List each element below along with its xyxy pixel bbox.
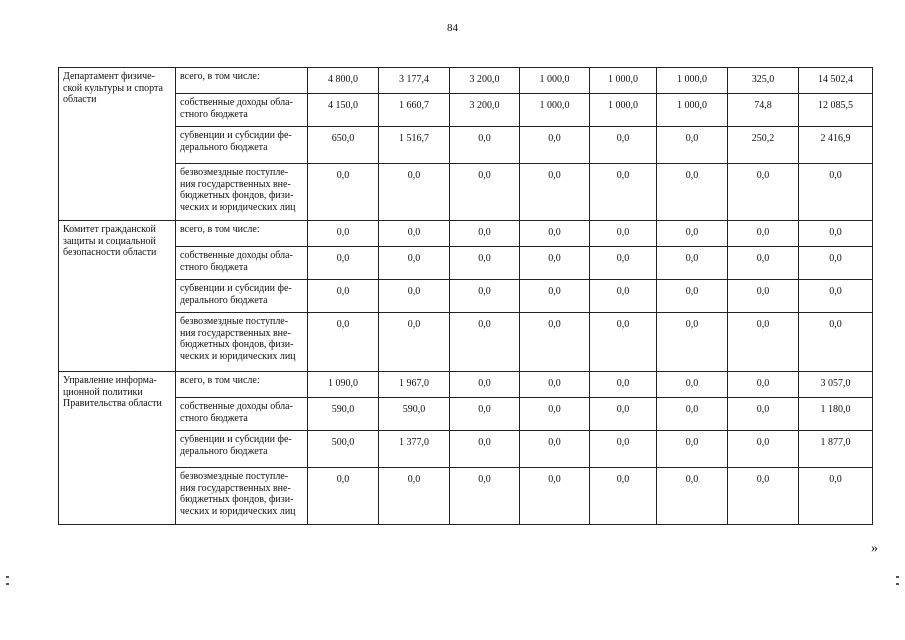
value-cell: 0,0 <box>520 372 590 398</box>
line-label: всего, в том числе: <box>176 68 308 94</box>
value-cell: 0,0 <box>590 372 657 398</box>
value-cell: 0,0 <box>308 313 379 372</box>
value-cell: 325,0 <box>728 68 799 94</box>
value-cell: 0,0 <box>379 313 450 372</box>
line-label: субвенции и субсидии фе-дерального бюджета <box>176 431 308 468</box>
value-cell: 0,0 <box>450 280 520 313</box>
value-cell: 0,0 <box>450 468 520 525</box>
value-cell: 0,0 <box>799 280 873 313</box>
value-cell: 0,0 <box>728 372 799 398</box>
value-cell: 0,0 <box>657 398 728 431</box>
value-cell: 0,0 <box>728 468 799 525</box>
organization-name: Департамент физиче-ской культуры и спорта области <box>59 68 176 221</box>
line-label: субвенции и субсидии фе-дерального бюджета <box>176 127 308 164</box>
value-cell: 0,0 <box>379 468 450 525</box>
table-row <box>59 431 873 468</box>
value-cell: 0,0 <box>520 468 590 525</box>
value-cell: 0,0 <box>308 164 379 221</box>
value-cell: 1 000,0 <box>520 68 590 94</box>
line-label: безвозмездные поступле-ния государственных вне-бюджетных фондов, физи-ческих и юридических лиц <box>176 313 308 372</box>
page-number: 84 <box>447 22 458 34</box>
value-cell: 0,0 <box>520 127 590 164</box>
value-cell: 0,0 <box>657 280 728 313</box>
value-cell: 3 177,4 <box>379 68 450 94</box>
line-label: всего, в том числе: <box>176 372 308 398</box>
value-cell: 0,0 <box>799 468 873 525</box>
table-row <box>59 247 873 280</box>
value-cell: 0,0 <box>728 247 799 280</box>
margin-mark <box>896 583 899 585</box>
value-cell: 1 516,7 <box>379 127 450 164</box>
table-row <box>59 468 873 525</box>
value-cell: 0,0 <box>728 431 799 468</box>
value-cell: 0,0 <box>520 398 590 431</box>
value-cell: 0,0 <box>450 398 520 431</box>
value-cell: 0,0 <box>657 221 728 247</box>
value-cell: 0,0 <box>520 280 590 313</box>
margin-mark <box>896 576 899 578</box>
value-cell: 650,0 <box>308 127 379 164</box>
table-row <box>59 164 873 221</box>
line-label: собственные доходы обла-стного бюджета <box>176 398 308 431</box>
value-cell: 1 000,0 <box>590 94 657 127</box>
value-cell: 0,0 <box>657 372 728 398</box>
value-cell: 0,0 <box>520 164 590 221</box>
line-label: субвенции и субсидии фе-дерального бюджета <box>176 280 308 313</box>
value-cell: 0,0 <box>308 280 379 313</box>
value-cell: 0,0 <box>450 313 520 372</box>
value-cell: 1 377,0 <box>379 431 450 468</box>
value-cell: 590,0 <box>308 398 379 431</box>
value-cell: 0,0 <box>450 164 520 221</box>
table-row <box>59 94 873 127</box>
table-row <box>59 221 873 247</box>
value-cell: 0,0 <box>590 431 657 468</box>
budget-table <box>58 67 873 525</box>
value-cell: 0,0 <box>657 313 728 372</box>
value-cell: 250,2 <box>728 127 799 164</box>
value-cell: 1 967,0 <box>379 372 450 398</box>
value-cell: 0,0 <box>657 247 728 280</box>
value-cell: 0,0 <box>590 127 657 164</box>
table-row <box>59 313 873 372</box>
value-cell: 4 150,0 <box>308 94 379 127</box>
value-cell: 0,0 <box>657 431 728 468</box>
line-label: безвозмездные поступле-ния государственных вне-бюджетных фондов, физи-ческих и юридических лиц <box>176 164 308 221</box>
value-cell: 0,0 <box>450 221 520 247</box>
table-row <box>59 68 873 94</box>
value-cell: 0,0 <box>799 164 873 221</box>
value-cell: 0,0 <box>379 280 450 313</box>
value-cell: 0,0 <box>379 221 450 247</box>
value-cell: 0,0 <box>657 164 728 221</box>
line-label: собственные доходы обла-стного бюджета <box>176 94 308 127</box>
value-cell: 0,0 <box>590 247 657 280</box>
value-cell: 3 200,0 <box>450 68 520 94</box>
value-cell: 0,0 <box>379 164 450 221</box>
value-cell: 0,0 <box>590 221 657 247</box>
table-row <box>59 398 873 431</box>
value-cell: 1 000,0 <box>657 68 728 94</box>
value-cell: 0,0 <box>520 247 590 280</box>
value-cell: 0,0 <box>590 313 657 372</box>
value-cell: 1 090,0 <box>308 372 379 398</box>
value-cell: 0,0 <box>520 431 590 468</box>
table-row <box>59 280 873 313</box>
value-cell: 3 200,0 <box>450 94 520 127</box>
value-cell: 0,0 <box>379 247 450 280</box>
value-cell: 0,0 <box>450 431 520 468</box>
margin-mark <box>6 576 9 578</box>
value-cell: 12 085,5 <box>799 94 873 127</box>
value-cell: 590,0 <box>379 398 450 431</box>
line-label: всего, в том числе: <box>176 221 308 247</box>
line-label: безвозмездные поступле-ния государственных вне-бюджетных фондов, физи-ческих и юридических лиц <box>176 468 308 525</box>
value-cell: 0,0 <box>450 372 520 398</box>
value-cell: 0,0 <box>308 221 379 247</box>
value-cell: 500,0 <box>308 431 379 468</box>
value-cell: 0,0 <box>520 313 590 372</box>
value-cell: 0,0 <box>728 313 799 372</box>
value-cell: 0,0 <box>590 468 657 525</box>
value-cell: 3 057,0 <box>799 372 873 398</box>
value-cell: 0,0 <box>728 221 799 247</box>
table-row <box>59 372 873 398</box>
value-cell: 1 877,0 <box>799 431 873 468</box>
value-cell: 2 416,9 <box>799 127 873 164</box>
value-cell: 0,0 <box>308 468 379 525</box>
value-cell: 0,0 <box>799 313 873 372</box>
value-cell: 0,0 <box>450 247 520 280</box>
table-row <box>59 127 873 164</box>
value-cell: 0,0 <box>728 280 799 313</box>
value-cell: 14 502,4 <box>799 68 873 94</box>
value-cell: 0,0 <box>450 127 520 164</box>
value-cell: 0,0 <box>728 164 799 221</box>
value-cell: 74,8 <box>728 94 799 127</box>
value-cell: 0,0 <box>657 468 728 525</box>
value-cell: 0,0 <box>799 221 873 247</box>
value-cell: 0,0 <box>590 398 657 431</box>
value-cell: 4 800,0 <box>308 68 379 94</box>
value-cell: 0,0 <box>590 164 657 221</box>
line-label: собственные доходы обла-стного бюджета <box>176 247 308 280</box>
value-cell: 0,0 <box>728 398 799 431</box>
value-cell: 0,0 <box>799 247 873 280</box>
organization-name: Комитет гражданской защиты и социальной безопасности области <box>59 221 176 372</box>
value-cell: 0,0 <box>590 280 657 313</box>
margin-mark <box>6 583 9 585</box>
continuation-mark: » <box>871 541 878 556</box>
value-cell: 1 000,0 <box>590 68 657 94</box>
value-cell: 0,0 <box>520 221 590 247</box>
value-cell: 1 660,7 <box>379 94 450 127</box>
value-cell: 1 000,0 <box>520 94 590 127</box>
organization-name: Управление информа-ционной политики Правительства области <box>59 372 176 525</box>
value-cell: 1 000,0 <box>657 94 728 127</box>
value-cell: 0,0 <box>657 127 728 164</box>
value-cell: 0,0 <box>308 247 379 280</box>
value-cell: 1 180,0 <box>799 398 873 431</box>
